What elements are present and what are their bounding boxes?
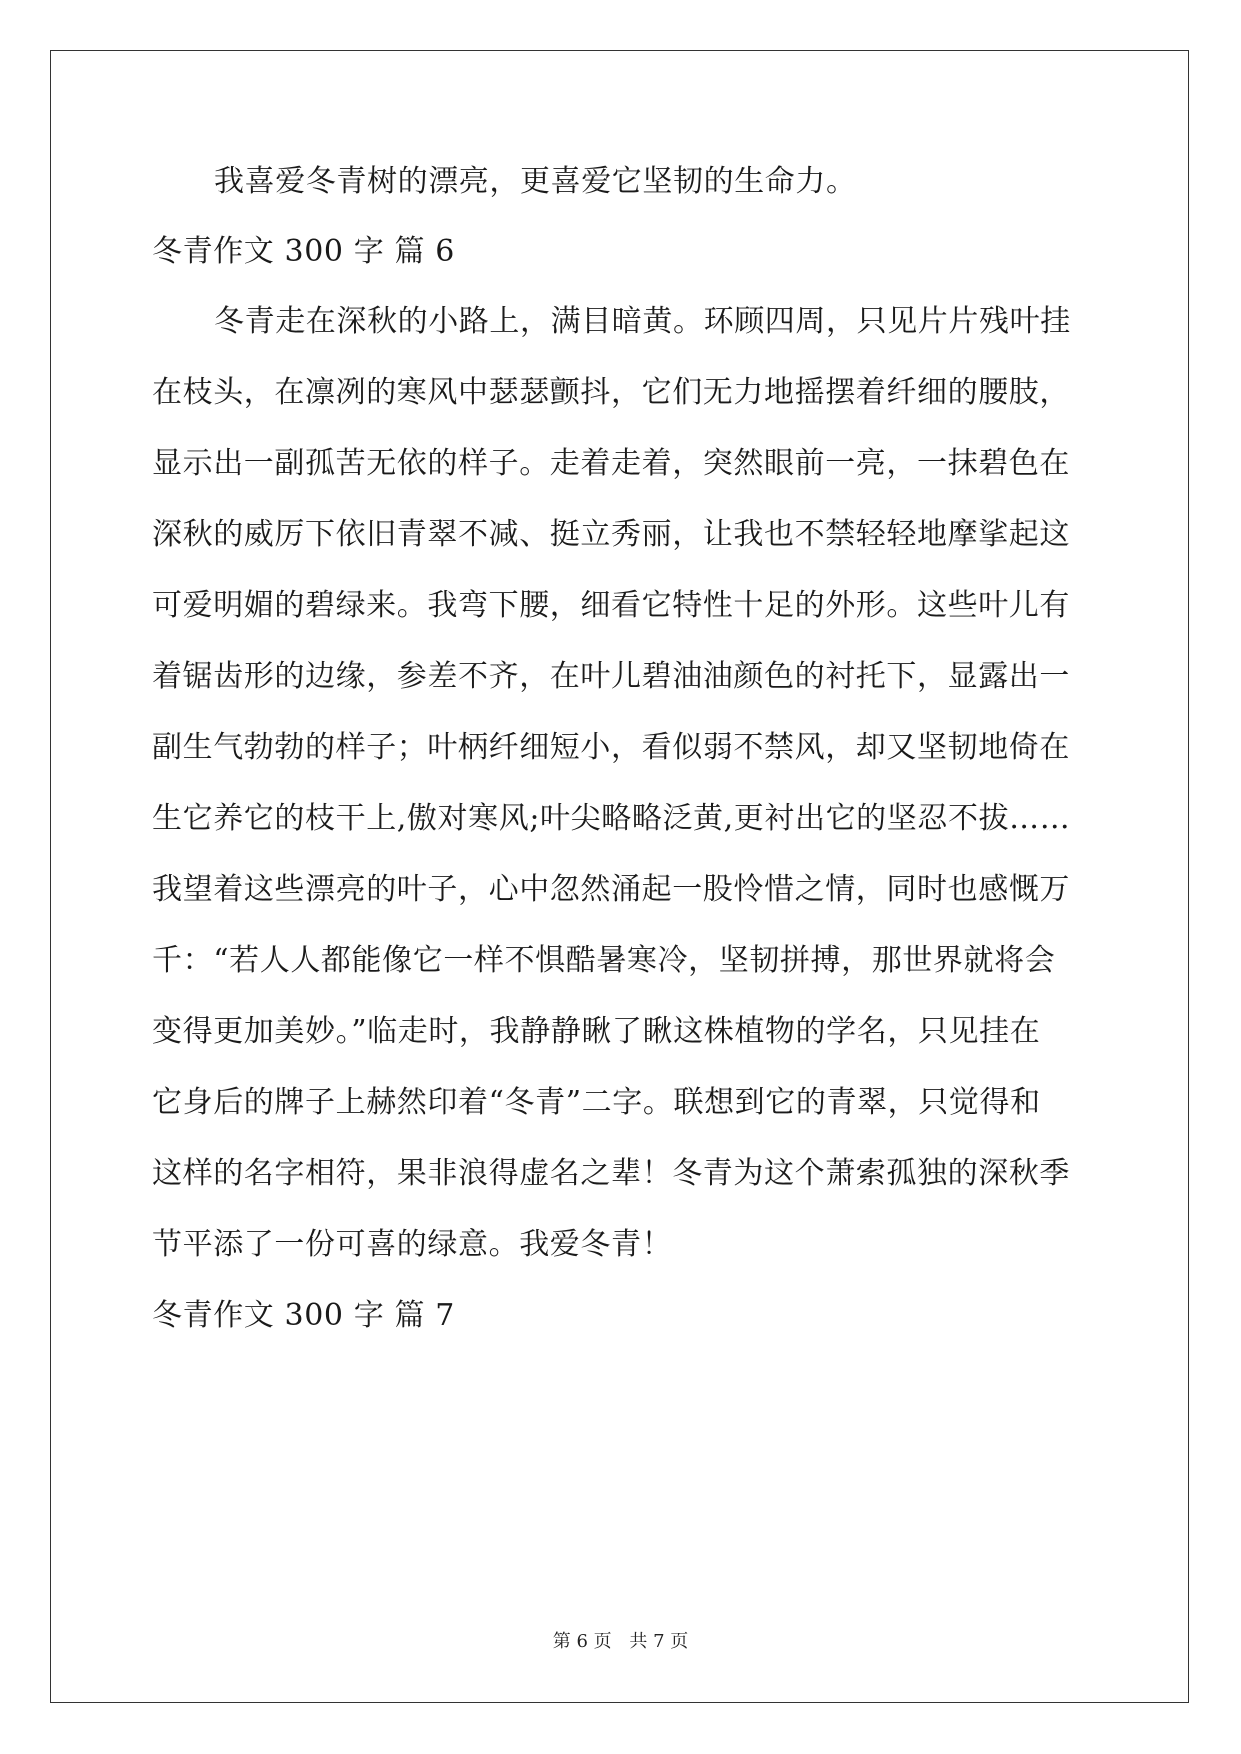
- paragraph-line: 千：“若人人都能像它一样不惧酷暑寒冷，坚韧拼搏，那世界就将会: [152, 943, 1056, 978]
- paragraph-line: 我望着这些漂亮的叶子，心中忽然涌起一股怜惜之情，同时也感慨万: [152, 872, 1070, 907]
- paragraph-line: 在枝头，在凛冽的寒风中瑟瑟颤抖，它们无力地摇摆着纤细的腰肢，: [152, 375, 1070, 410]
- page-total: 共 7 页: [629, 1631, 689, 1652]
- paragraph-line: 我喜爱冬青树的漂亮，更喜爱它坚韧的生命力。: [214, 164, 857, 199]
- section-heading: 冬青作文 300 字 篇 7: [152, 1298, 455, 1333]
- paragraph-line: 它身后的牌子上赫然印着“冬青”二字。联想到它的青翠，只觉得和: [152, 1085, 1041, 1120]
- paragraph-line: 这样的名字相符，果非浪得虚名之辈！冬青为这个萧索孤独的深秋季: [152, 1156, 1070, 1191]
- paragraph-line: 深秋的威厉下依旧青翠不减、挺立秀丽，让我也不禁轻轻地摩挲起这: [152, 517, 1070, 552]
- section-heading: 冬青作文 300 字 篇 6: [152, 234, 455, 269]
- paragraph-line: 节平添了一份可喜的绿意。我爱冬青！: [152, 1227, 673, 1262]
- paragraph-line: 副生气勃勃的样子；叶柄纤细短小，看似弱不禁风，却又坚韧地倚在: [152, 730, 1070, 765]
- paragraph-line: 变得更加美妙。”临走时，我静静瞅了瞅这株植物的学名，只见挂在: [152, 1014, 1041, 1049]
- paragraph-line: 着锯齿形的边缘，参差不齐，在叶儿碧油油颜色的衬托下，显露出一: [152, 659, 1070, 694]
- paragraph-line: 可爱明媚的碧绿来。我弯下腰，细看它特性十足的外形。这些叶儿有: [152, 588, 1070, 623]
- page-footer: [0, 1627, 1241, 1653]
- paragraph-line: 冬青走在深秋的小路上，满目暗黄。环顾四周，只见片片残叶挂: [214, 304, 1071, 339]
- paragraph-line: 显示出一副孤苦无依的样子。走着走着，突然眼前一亮，一抹碧色在: [152, 446, 1070, 481]
- paragraph-line: 生它养它的枝干上,傲对寒风;叶尖略略泛黄,更衬出它的坚忍不拔……: [152, 801, 1071, 836]
- page-number: 第 6 页: [552, 1631, 612, 1652]
